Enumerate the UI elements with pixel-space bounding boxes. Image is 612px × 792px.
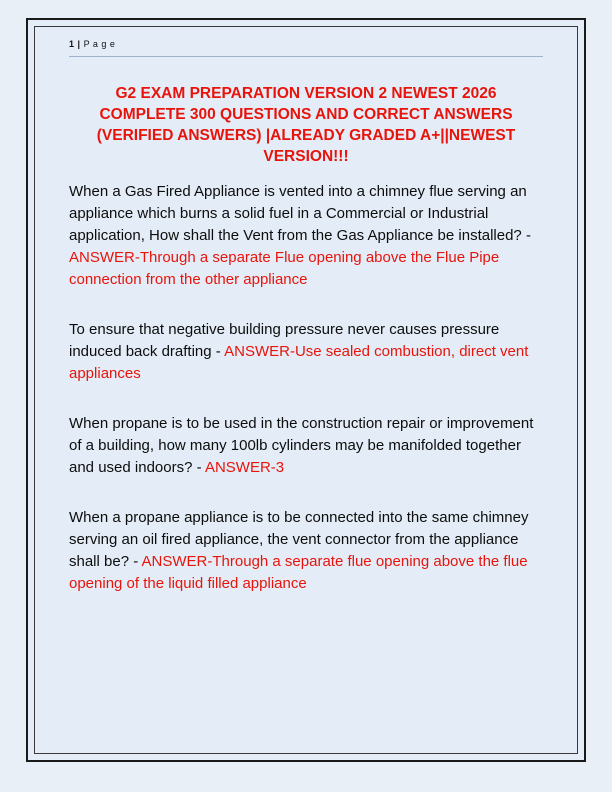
qa-answer: ANSWER-3: [204, 459, 285, 476]
page-header: [69, 39, 543, 53]
header-separator: |: [77, 39, 81, 49]
qa-item: [69, 413, 543, 479]
qa-question: When propane is to be used in the construction repair or improvement of a building, how many 100lb cylinders may be manifolded together and used indoors? -: [69, 415, 534, 476]
qa-answer: ANSWER-Through a separate flue opening above the flue opening of the liquid filled appliance: [69, 553, 528, 592]
qa-item: [69, 507, 543, 595]
document-title: G2 EXAM PREPARATION VERSION 2 NEWEST 2026 COMPLETE 300 QUESTIONS AND CORRECT ANSWERS (VERIFIED ANSWERS) |ALREADY GRADED A+||NEWEST VERSION!!!: [96, 85, 516, 165]
qa-item: [69, 181, 543, 291]
qa-answer: ANSWER-Through a separate Flue opening above the Flue Pipe connection from the other appliance: [69, 249, 500, 288]
header-divider: [69, 56, 543, 57]
qa-question: When a Gas Fired Appliance is vented into a chimney flue serving an appliance which burns a solid fuel in a Commercial or Industrial application, How shall the Vent from the Gas Appliance be installed? -: [69, 183, 531, 244]
page-border-inner: [34, 26, 578, 754]
header-page-label: P a g e: [83, 39, 116, 49]
qa-item: [69, 319, 543, 385]
document-page: [26, 18, 586, 762]
header-page-number: 1: [69, 39, 75, 49]
page-content: [35, 27, 577, 753]
qa-answer: ANSWER-Use sealed combustion, direct vent appliances: [69, 343, 529, 382]
qa-question: To ensure that negative building pressure never causes pressure induced back drafting -: [69, 321, 500, 360]
qa-question: When a propane appliance is to be connected into the same chimney serving an oil fired appliance, the vent connector from the appliance shall be? -: [69, 509, 529, 570]
